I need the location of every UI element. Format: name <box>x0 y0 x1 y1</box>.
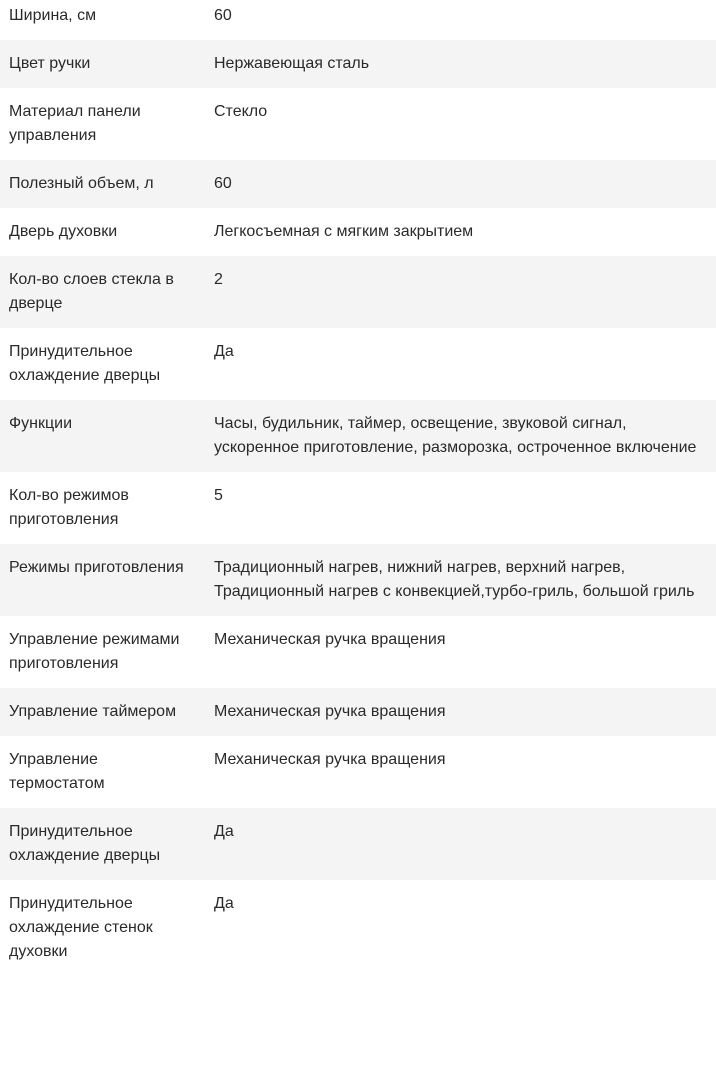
spec-label: Функции <box>9 415 73 432</box>
spec-value: Да <box>214 343 234 360</box>
spec-label: Кол-во слоев стекла в дверце <box>9 271 174 312</box>
spec-value: 60 <box>214 7 232 24</box>
spec-value: Механическая ручка вращения <box>214 703 446 720</box>
spec-value: Механическая ручка вращения <box>214 631 446 648</box>
spec-label: Цвет ручки <box>9 55 91 72</box>
spec-value: Часы, будильник, таймер, освещение, звуковой сигнал, ускоренное приготовление, разморозка, остроченное включение <box>214 415 697 456</box>
spec-label: Материал панели управления <box>9 103 141 144</box>
spec-value: 60 <box>214 175 232 192</box>
spec-row <box>0 256 716 328</box>
spec-row <box>0 88 716 160</box>
spec-label: Принудительное охлаждение дверцы <box>9 343 161 384</box>
spec-row <box>0 208 716 256</box>
spec-row <box>0 328 716 400</box>
spec-value: Да <box>214 823 234 840</box>
spec-value: 5 <box>214 487 223 504</box>
spec-value: Легкосъемная с мягким закрытием <box>214 223 474 240</box>
spec-label: Ширина, см <box>9 7 97 24</box>
spec-row <box>0 400 716 472</box>
spec-label: Управление термостатом <box>9 751 105 792</box>
spec-value: Стекло <box>214 103 268 120</box>
spec-value: 2 <box>214 271 223 288</box>
spec-row <box>0 736 716 808</box>
spec-label: Управление таймером <box>9 703 177 720</box>
spec-row <box>0 544 716 616</box>
spec-label: Полезный объем, л <box>9 175 154 192</box>
spec-row <box>0 616 716 688</box>
spec-label: Дверь духовки <box>9 223 118 240</box>
spec-label: Принудительное охлаждение дверцы <box>9 823 161 864</box>
spec-value: Нержавеющая сталь <box>214 55 370 72</box>
spec-label: Управление режимами приготовления <box>9 631 180 672</box>
spec-label: Кол-во режимов приготовления <box>9 487 129 528</box>
spec-row <box>0 880 716 976</box>
spec-value: Традиционный нагрев, нижний нагрев, верхний нагрев, Традиционный нагрев с конвекцией,турбо-гриль, большой гриль <box>214 559 695 600</box>
spec-row <box>0 472 716 544</box>
spec-value: Механическая ручка вращения <box>214 751 446 768</box>
spec-row <box>0 808 716 880</box>
spec-label: Режимы приготовления <box>9 559 184 576</box>
spec-row <box>0 0 716 40</box>
spec-value: Да <box>214 895 234 912</box>
spec-row <box>0 160 716 208</box>
spec-label: Принудительное охлаждение стенок духовки <box>9 895 153 960</box>
spec-row <box>0 688 716 736</box>
spec-row <box>0 40 716 88</box>
